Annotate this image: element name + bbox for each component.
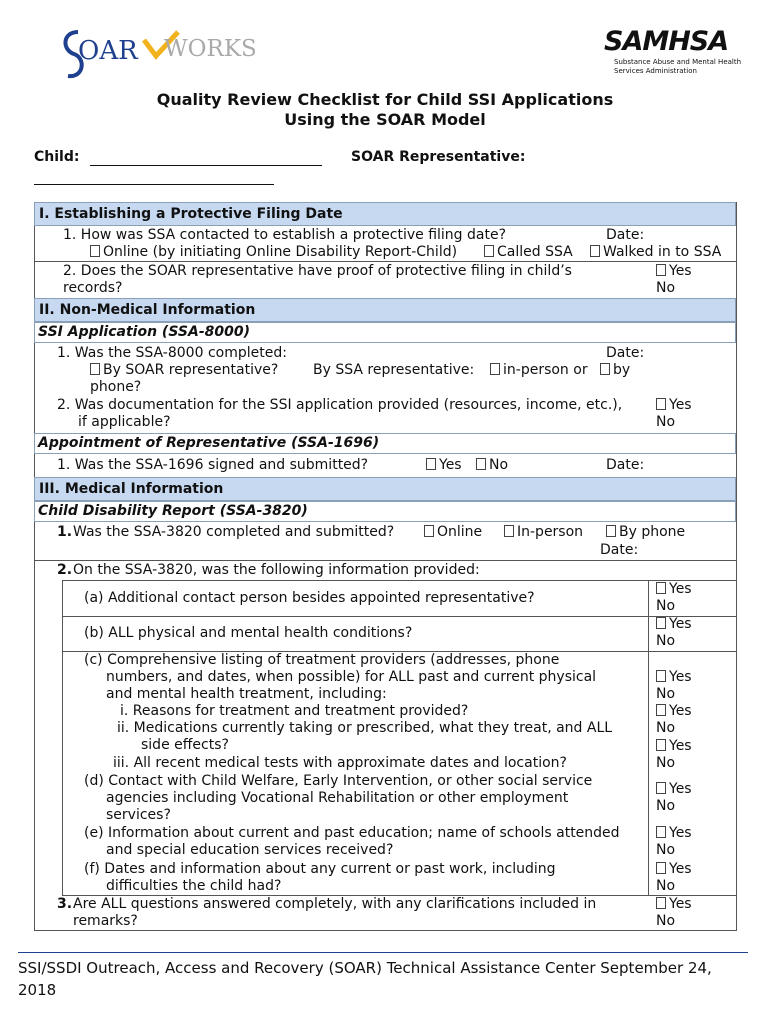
samhsa-subtitle-2: Services Administration (614, 67, 697, 75)
s3-c-no-2[interactable]: No (656, 720, 676, 736)
s2-q1-soar-option[interactable]: By SOAR representative? (90, 362, 278, 379)
s2-q1-inperson-option[interactable]: in-person or (490, 362, 588, 379)
s3-item-d-line3: services? (106, 807, 171, 823)
s1-q1-online-option[interactable]: Online (by initiating Online Disability Report-Child) (90, 244, 457, 261)
samhsa-logo (604, 26, 742, 90)
s3-b-yes[interactable]: Yes (656, 616, 692, 633)
s1-q2-no[interactable]: No (656, 280, 676, 296)
s1-q1: 1. How was SSA contacted to establish a protective filing date? (63, 227, 507, 243)
s3-q1-online[interactable]: Online (424, 524, 482, 541)
checkbox-icon[interactable] (656, 704, 666, 716)
ssa3820-title: Child Disability Report (SSA-3820) (38, 503, 308, 519)
checkbox-icon[interactable] (424, 525, 434, 537)
checkbox-icon[interactable] (656, 617, 666, 629)
s3-d-no[interactable]: No (656, 798, 676, 814)
child-label: Child: (34, 149, 80, 165)
s3-item-e-line1: (e) Information about current and past education; name of schools attended (84, 825, 620, 841)
s3-item-c-ii-line2: side effects? (141, 737, 229, 753)
s1-q1-walkin-option[interactable]: Walked in to SSA (590, 244, 721, 261)
section-1-title: I. Establishing a Protective Filing Date (39, 206, 343, 222)
s3-item-d-line1: (d) Contact with Child Welfare, Early Intervention, or other social service (84, 773, 593, 789)
section-3-header (34, 477, 736, 501)
s3-item-a: (a) Additional contact person besides appointed representative? (84, 590, 535, 606)
s3-c-yes-1[interactable]: Yes (656, 669, 692, 686)
divider (34, 261, 737, 262)
checkbox-icon[interactable] (656, 739, 666, 751)
s3-item-c-line3: and mental health treatment, including: (106, 686, 387, 702)
soar-works-logo (60, 26, 260, 86)
s3-e-no[interactable]: No (656, 842, 676, 858)
s2-q3-no[interactable]: No (476, 457, 508, 474)
ssa3820-subheader (34, 501, 736, 522)
checkbox-icon[interactable] (476, 458, 486, 470)
s2-q2-yes[interactable]: Yes (656, 397, 692, 414)
checkbox-icon[interactable] (656, 862, 666, 874)
s3-q3-number: 3. (57, 896, 73, 912)
checkbox-icon[interactable] (484, 245, 494, 257)
soar-logo-text: OAR (78, 36, 138, 66)
s3-c-no-3[interactable]: No (656, 755, 676, 771)
title-line-1: Quality Review Checklist for Child SSI Applications (156, 90, 614, 109)
divider (34, 560, 737, 561)
s3-q3-yes[interactable]: Yes (656, 896, 692, 913)
s3-c-yes-3[interactable]: Yes (656, 738, 692, 755)
s3-a-no[interactable]: No (656, 598, 676, 614)
checkbox-icon[interactable] (504, 525, 514, 537)
s1-q2-line2: records? (63, 280, 123, 296)
section-3-title: III. Medical Information (39, 481, 224, 497)
s3-d-yes[interactable]: Yes (656, 781, 692, 798)
checkbox-icon[interactable] (90, 363, 100, 375)
divider (62, 616, 737, 617)
checkbox-icon[interactable] (90, 245, 100, 257)
samhsa-subtitle-1: Substance Abuse and Mental Health (614, 58, 742, 66)
checkbox-icon[interactable] (490, 363, 500, 375)
footer-line-1: SSI/SSDI Outreach, Access and Recovery (SOAR) Technical Assistance Center September 24, (18, 959, 712, 977)
s3-q2-number: 2. (57, 562, 73, 578)
footer-rule (18, 952, 748, 953)
s2-q1-date: Date: (606, 345, 645, 361)
s2-q1-ssa-label: By SSA representative: (313, 362, 475, 378)
s1-q1-date: Date: (606, 227, 645, 243)
section-2-header (34, 298, 736, 322)
s2-q2-line2: if applicable? (78, 414, 171, 430)
s3-item-c-line2: numbers, and dates, when possible) for ALL past and current physical (106, 669, 597, 685)
s3-q1: Was the SSA-3820 completed and submitted? (73, 524, 395, 540)
s3-q3-line1: Are ALL questions answered completely, with any clarifications included in (73, 896, 597, 912)
s1-q1-called-option[interactable]: Called SSA (484, 244, 573, 261)
s3-q3-no[interactable]: No (656, 913, 676, 929)
footer-line-2: 2018 (18, 981, 57, 999)
s3-item-f-line2: difficulties the child had? (106, 878, 282, 894)
s2-q1: 1. Was the SSA-8000 completed: (57, 345, 287, 361)
s2-q1-phone-cont: phone? (90, 379, 142, 395)
checkbox-icon[interactable] (656, 826, 666, 838)
s3-e-yes[interactable]: Yes (656, 825, 692, 842)
s2-q3-yes[interactable]: Yes (426, 457, 462, 474)
s1-q2-yes[interactable]: Yes (656, 263, 692, 280)
s3-c-yes-2[interactable]: Yes (656, 703, 692, 720)
s2-q1-phone-option[interactable]: by (600, 362, 630, 379)
page-title (0, 90, 770, 130)
samhsa-logo-text: SAMHSA (604, 26, 729, 57)
s2-q3: 1. Was the SSA-1696 signed and submitted? (57, 457, 369, 473)
s3-item-c-i: i. Reasons for treatment and treatment provided? (120, 703, 469, 719)
section-2-title: II. Non-Medical Information (39, 302, 256, 318)
checkbox-icon[interactable] (656, 582, 666, 594)
s2-q3-date: Date: (606, 457, 645, 473)
s3-a-yes[interactable]: Yes (656, 581, 692, 598)
checkbox-icon[interactable] (656, 264, 666, 276)
s3-q2: On the SSA-3820, was the following information provided: (73, 562, 480, 578)
s3-f-yes[interactable]: Yes (656, 861, 692, 878)
s3-q3-line2: remarks? (73, 913, 138, 929)
s2-q2-line1: 2. Was documentation for the SSI application provided (resources, income, etc.), (57, 397, 623, 413)
s3-c-no-1[interactable]: No (656, 686, 676, 702)
soar-rep-label: SOAR Representative: (351, 149, 526, 165)
checkbox-icon[interactable] (426, 458, 436, 470)
s3-item-f-line1: (f) Dates and information about any current or past work, including (84, 861, 556, 877)
s3-item-e-line2: and special education services received? (106, 842, 394, 858)
checkbox-icon[interactable] (656, 897, 666, 909)
s3-q1-phone[interactable]: By phone (606, 524, 685, 541)
s3-item-b: (b) ALL physical and mental health conditions? (84, 625, 413, 641)
checkbox-icon[interactable] (606, 525, 616, 537)
s3-q1-inperson[interactable]: In-person (504, 524, 583, 541)
footer (18, 957, 748, 1001)
ssa8000-subheader (34, 322, 736, 343)
s2-q2-no[interactable]: No (656, 414, 676, 430)
s3-f-no[interactable]: No (656, 878, 676, 894)
works-logo-text: WORKS (164, 36, 257, 62)
checkbox-icon[interactable] (600, 363, 610, 375)
checkbox-icon[interactable] (656, 670, 666, 682)
soar-rep-input-line[interactable] (34, 184, 274, 185)
ssa1696-title: Appointment of Representative (SSA-1696) (38, 435, 380, 451)
s3-q1-number: 1. (57, 524, 73, 540)
checkbox-icon[interactable] (590, 245, 600, 257)
s3-item-d-line2: agencies including Vocational Rehabilitation or other employment (106, 790, 569, 806)
s3-b-no[interactable]: No (656, 633, 676, 649)
title-line-2: Using the SOAR Model (284, 110, 486, 129)
s3-item-c-line1: (c) Comprehensive listing of treatment providers (addresses, phone (84, 652, 560, 668)
section-1-header (34, 202, 736, 226)
checkbox-icon[interactable] (656, 782, 666, 794)
s3-item-c-ii-line1: ii. Medications currently taking or prescribed, what they treat, and ALL (117, 720, 613, 736)
ssa1696-subheader (34, 433, 736, 454)
s1-q2-line1: 2. Does the SOAR representative have proof of protective filing in child’s (63, 263, 572, 279)
ssa8000-title: SSI Application (SSA-8000) (38, 324, 250, 340)
s3-item-c-iii: iii. All recent medical tests with approximate dates and location? (113, 755, 567, 771)
answer-column-divider (648, 580, 649, 896)
s3-q1-date: Date: (600, 542, 639, 558)
checkbox-icon[interactable] (656, 398, 666, 410)
child-input-line[interactable] (90, 165, 322, 166)
